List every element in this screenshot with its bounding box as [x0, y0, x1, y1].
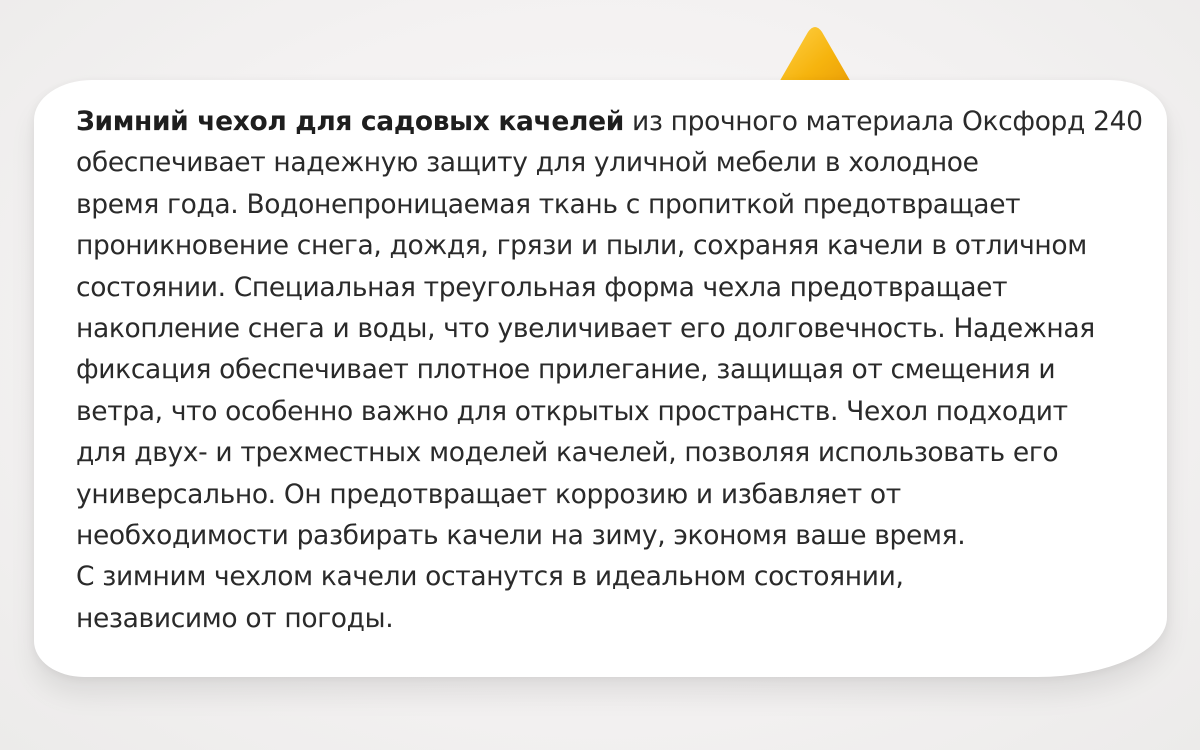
product-description: [76, 101, 1166, 639]
description-body: из прочного материала Оксфорд 240 обеспечивает надежную защиту для уличной мебели в холодное время года. Водонепроницаемая ткань с пропиткой предотвращает проникновение снега, дождя, грязи и пыли, сохраняя качели в отличном состоянии. Специальная треугольная форма чехла предотвращает накопление снега и воды, что увеличивает его долговечность. Надежная фиксация обеспечивает плотное прилегание, защищая от смещения и ветра, что особенно важно для открытых пространств. Чехол подходит для двух- и трехместных моделей качелей, позволяя использовать его универсально. Он предотвращает коррозию и избавляет от необходимости разбирать качели на зиму, экономя ваше время. С зимним чехлом качели останутся в идеальном состоянии, независимо от погоды.: [76, 106, 1143, 634]
description-bold-lead: Зимний чехол для садовых качелей: [76, 106, 624, 137]
